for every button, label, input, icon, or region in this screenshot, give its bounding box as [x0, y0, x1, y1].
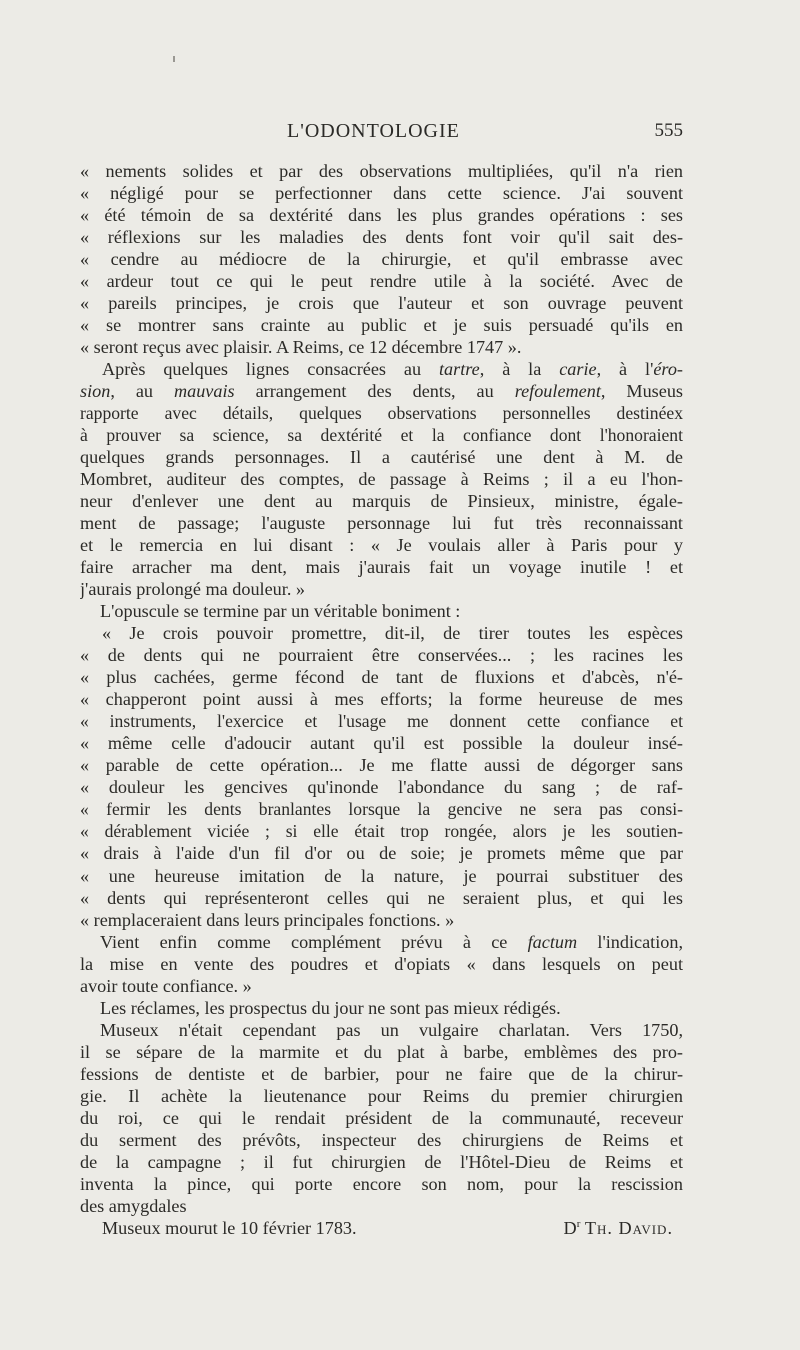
text-line: « réflexions sur les maladies des dents font voir qu'il sait des- [80, 227, 683, 248]
text-run: Vient enfin comme complément prévu à ce [100, 931, 528, 952]
text-line: « ardeur tout ce qui le peut rendre utile à la société. Avec de [80, 271, 683, 292]
text-line: quelques grands personnages. Il a cautérisé une dent à M. de [80, 447, 683, 468]
italic-term: sion [80, 381, 111, 402]
text-line: il se sépare de la marmite et du plat à barbe, emblèmes des pro- [80, 1041, 683, 1062]
text-line: faire arracher ma dent, mais j'aurais fait un voyage inutile ! et [80, 557, 683, 578]
text-line: « cendre au médiocre de la chirurgie, et qu'il embrasse avec [80, 249, 683, 270]
text-line: « été témoin de sa dextérité dans les plus grandes opérations : ses [80, 205, 683, 226]
text-run: , Museus [600, 381, 683, 402]
text-line: « douleur les gencives qu'inonde l'abondance du sang ; de raf- [80, 777, 683, 798]
body-text [80, 160, 683, 1239]
text-line: à prouver sa science, sa dextérité et la confiance dont l'honoraient [80, 425, 683, 446]
running-title: L'ODONTOLOGIE [287, 120, 460, 142]
text-line: « drais à l'aide d'un fil d'or ou de soie; je promets même que par [80, 843, 683, 864]
text-line-rich [80, 931, 683, 953]
italic-term: mauvais [173, 381, 235, 402]
author-signature [564, 1217, 673, 1239]
text-line: du serment des prévôts, inspecteur des chirurgiens de Reims et [80, 1129, 683, 1150]
text-line: du roi, ce qui le rendait président de la communauté, receveur [80, 1107, 683, 1128]
text-line: et le remercia en lui disant : « Je voulais aller à Paris pour y [80, 535, 683, 556]
text-run: , au [110, 381, 174, 402]
text-run: arrangement des dents, au [234, 381, 515, 402]
text-run: , à l' [596, 359, 654, 380]
text-line: « remplaceraient dans leurs principales fonctions. » [80, 909, 455, 930]
italic-term: tartre [438, 359, 480, 380]
author-title-sup: r [576, 1217, 581, 1230]
text-line: « instruments, l'exercice et l'usage me donnent cette confiance et [80, 711, 683, 732]
ink-mark [173, 56, 175, 62]
text-line: de la campagne ; il fut chirurgien de l'Hôtel-Dieu de Reims et [80, 1151, 683, 1172]
author-title: D [563, 1217, 577, 1238]
text-line: la mise en vente des poudres et d'opiats « dans lesquels on peut [80, 953, 683, 974]
text-line: Les réclames, les prospectus du jour ne sont pas mieux rédigés. [100, 997, 561, 1018]
text-line: rapporte avec détails, quelques observations personnelles destinéex [80, 403, 683, 424]
text-line: « une heureuse imitation de la nature, je pourrai substituer des [80, 865, 683, 886]
text-line-rich [80, 380, 683, 402]
italic-term: carie [559, 359, 597, 380]
text-line: « fermir les dents branlantes lorsque la gencive ne sera pas consi- [80, 799, 683, 820]
text-line: Mombret, auditeur des comptes, de passage à Reims ; il a eu l'hon- [80, 469, 683, 490]
text-line: j'aurais prolongé ma douleur. » [80, 579, 306, 600]
text-line: gie. Il achète la lieutenance pour Reims du premier chirurgien [80, 1085, 683, 1106]
text-line: « pareils principes, je crois que l'auteur et son ouvrage peuvent [80, 293, 683, 314]
text-run: , à la [479, 359, 560, 380]
text-run: l'indication, [577, 931, 683, 952]
text-line: « nements solides et par des observations multipliées, qu'il n'a rien [80, 161, 683, 181]
page-header [80, 120, 683, 148]
text-line: L'opuscule se termine par un véritable boniment : [100, 601, 461, 622]
text-line: fessions de dentiste et de barbier, pour ne faire que de la chirur- [80, 1063, 683, 1084]
text-line: « plus cachées, germe fécond de tant de fluxions et d'abcès, n'é- [80, 667, 683, 688]
text-line: « se montrer sans crainte au public et je suis persuadé qu'ils en [80, 315, 683, 336]
text-line: des amygdales [80, 1195, 187, 1216]
text-line: « chapperont point aussi à mes efforts; la forme heureuse de mes [80, 689, 683, 710]
text-run: Après quelques lignes consacrées au [102, 359, 439, 380]
death-date-sentence: Museux mourut le 10 février 1783. [102, 1217, 357, 1238]
italic-term: refoulement [514, 381, 601, 402]
text-line: Museux n'était cependant pas un vulgaire charlatan. Vers 1750, [100, 1019, 683, 1040]
italic-term: éro- [653, 359, 683, 380]
text-line: « dents qui représenteront celles qui ne seraient plus, et qui les [80, 887, 683, 908]
text-line: « négligé pour se perfectionner dans cette science. J'ai souvent [80, 183, 683, 204]
text-line: « seront reçus avec plaisir. A Reims, ce 12 décembre 1747 ». [80, 337, 522, 358]
text-line: inventa la pince, qui porte encore son nom, pour la rescission [80, 1173, 683, 1194]
page-number: 555 [654, 120, 683, 141]
text-line: « même celle d'adoucir autant qu'il est possible la douleur insé- [80, 733, 683, 754]
text-line: neur d'enlever une dent au marquis de Pinsieux, ministre, égale- [80, 491, 683, 512]
text-line: ment de passage; l'auguste personnage lui fut très reconnaissant [80, 513, 683, 534]
text-line: avoir toute confiance. » [80, 975, 252, 996]
closing-line [80, 1217, 683, 1239]
italic-term: factum [527, 931, 578, 952]
text-line: « parable de cette opération... Je me flatte aussi de dégorger sans [80, 755, 683, 776]
text-line: « de dents qui ne pourraient être conservées... ; les racines les [80, 645, 683, 666]
text-line: « dérablement viciée ; si elle était trop rongée, alors je les soutien- [80, 821, 683, 842]
text-line-rich [80, 358, 683, 380]
text-line: « Je crois pouvoir promettre, dit-il, de tirer toutes les espèces [102, 623, 683, 644]
author-name: Th. David. [584, 1217, 673, 1238]
